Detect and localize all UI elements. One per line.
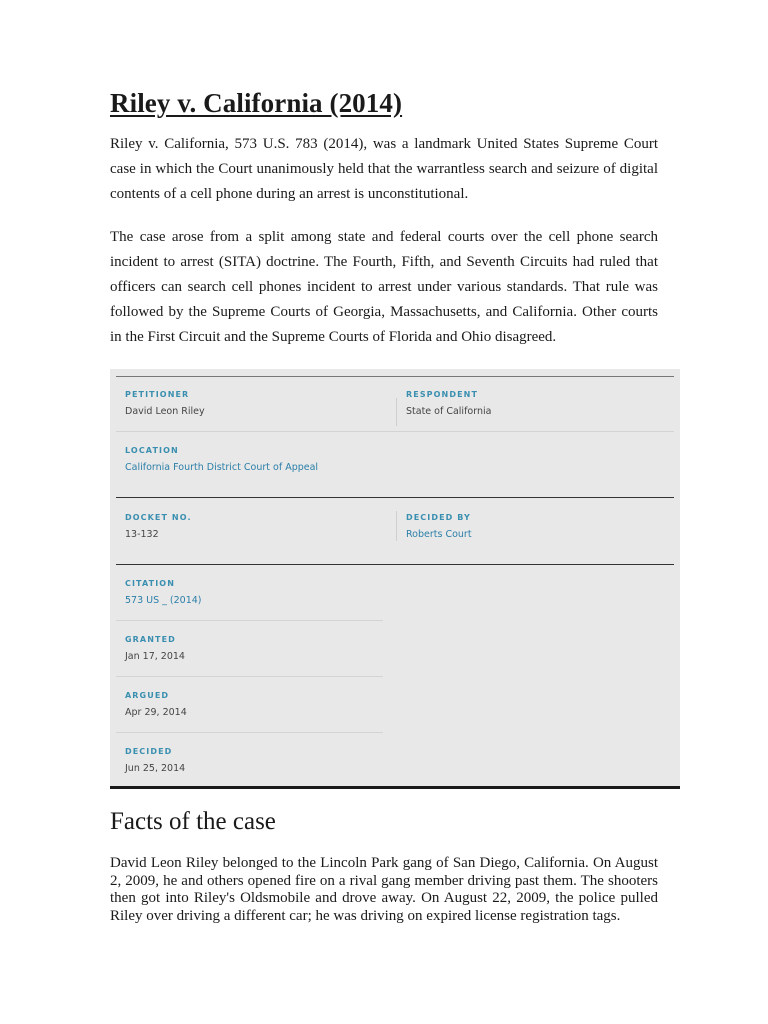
background-paragraph: The case arose from a split among state and federal courts over the cell phone search incident to arrest (SITA) doctrine. The Fourth, Fifth, and Seventh Circuits had ruled that officers can search cell phones incident to arrest under various standards. That rule was followed by the Supreme Courts of Georgia, Massachusetts, and California. Other courts in the First Circuit and the Supreme Courts of Florida and Ohio disagreed. — [110, 229, 658, 345]
decided-by-field — [406, 513, 472, 541]
location-label: LOCATION — [125, 446, 179, 455]
facts-paragraph: David Leon Riley belonged to the Lincoln Park gang of San Diego, California. On August 2, 2009, he and others opened fire on a rival gang member driving past them. The shooters then got into Riley's Oldsmobile and drove away. On August 22, 2009, the police pulled Riley over driving a different car; he was driving on expired license registration tags. — [110, 855, 658, 924]
decided-label: DECIDED — [125, 747, 173, 756]
docket-label: DOCKET NO. — [125, 513, 192, 522]
granted-label: GRANTED — [125, 635, 176, 644]
argued-field — [125, 691, 187, 719]
column-divider — [396, 398, 397, 426]
column-divider — [396, 511, 397, 541]
section-rule — [116, 497, 674, 498]
location-field — [125, 446, 318, 474]
citation-field — [125, 579, 202, 607]
divider — [116, 620, 383, 621]
petitioner-value: David Leon Riley — [125, 406, 205, 417]
respondent-value: State of California — [406, 406, 492, 417]
divider — [116, 732, 383, 733]
petitioner-label: PETITIONER — [125, 390, 190, 399]
decided-value: Jun 25, 2014 — [125, 763, 186, 774]
argued-label: ARGUED — [125, 691, 170, 700]
intro-paragraph: Riley v. California, 573 U.S. 783 (2014), was a landmark United States Supreme Court case in which the Court unanimously held that the warrantless search and seizure of digital contents of a cell phone during an arrest is unconstitutional. — [110, 136, 658, 202]
location-link[interactable]: California Fourth District Court of Appeal — [125, 462, 319, 473]
section-rule — [116, 564, 674, 565]
divider — [116, 431, 674, 432]
decided-field — [125, 747, 185, 775]
argued-value: Apr 29, 2014 — [125, 707, 187, 718]
page-title: Riley v. California (2014) — [110, 88, 403, 118]
decided-by-label: DECIDED BY — [406, 513, 471, 522]
respondent-field — [406, 390, 491, 418]
granted-value: Jan 17, 2014 — [125, 651, 185, 662]
facts-heading: Facts of the case — [110, 808, 276, 835]
divider — [116, 676, 383, 677]
granted-field — [125, 635, 185, 663]
case-info-box — [110, 369, 680, 789]
petitioner-field — [125, 390, 205, 418]
top-rule — [116, 376, 674, 377]
docket-value: 13-132 — [125, 529, 159, 540]
decided-by-link[interactable]: Roberts Court — [406, 529, 472, 540]
respondent-label: RESPONDENT — [406, 390, 479, 399]
citation-label: CITATION — [125, 579, 175, 588]
citation-link[interactable]: 573 US _ (2014) — [125, 595, 202, 606]
docket-field — [125, 513, 192, 541]
